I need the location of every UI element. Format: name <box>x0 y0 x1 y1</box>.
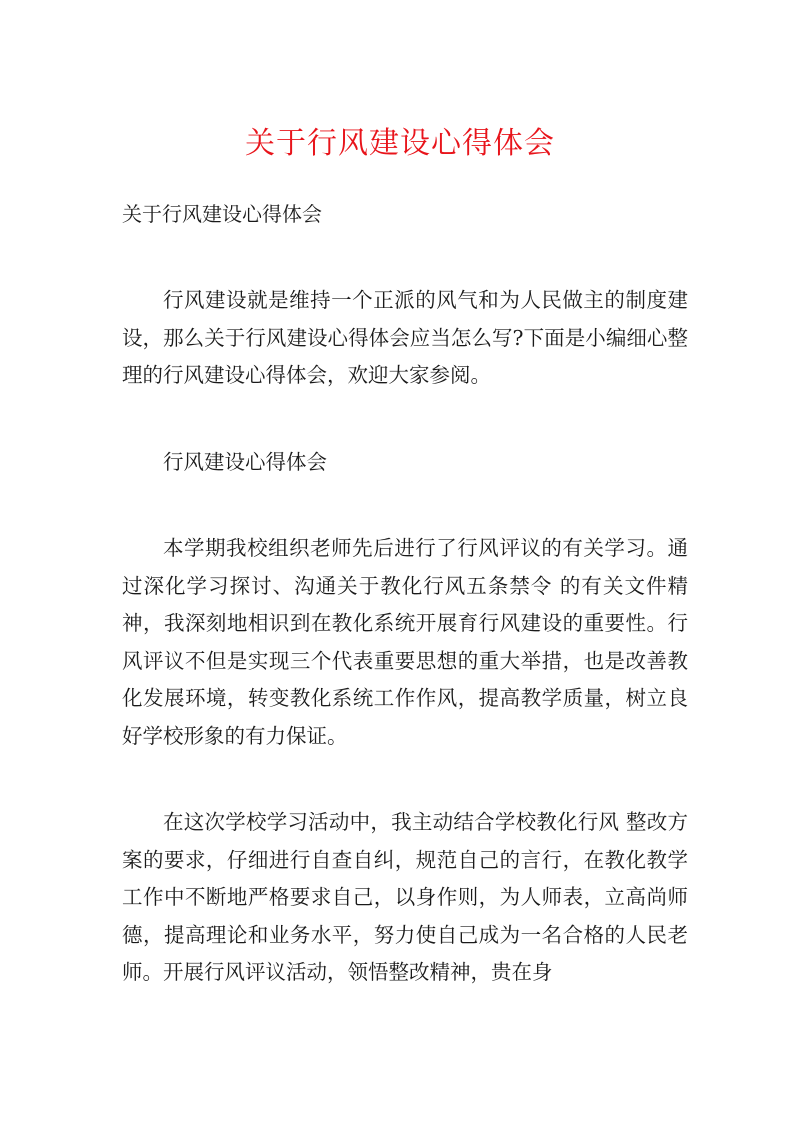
document-body <box>122 282 688 1041</box>
paragraph-study: 本学期我校组织老师先后进行了行风评议的有关学习。通过深化学习探讨、沟通关于教化行风五条禁令 的有关文件精神，我深刻地相识到在教化系统开展育行风建设的重要性。行风评议不但是实现三个代表重要思想的重大举措，也是改善教化发展环境，转变教化系统工作作风，提高教学质量，树立良好学校形象的有力保证。 <box>122 536 688 748</box>
paragraph-activity: 在这次学校学习活动中，我主动结合学校教化行风 整改方案的要求，仔细进行自查自纠，规范自己的言行，在教化教学工作中不断地严格要求自己，以身作则，为人师表，立高尚师德，提高理论和业务水平，努力使自己成为一名合格的人民老师。开展行风评议活动，领悟整改精神，贵在身 <box>122 810 688 984</box>
document-title: 关于行风建设心得体会 <box>245 126 555 161</box>
paragraph-intro: 行风建设就是维持一个正派的风气和为人民做主的制度建设，那么关于行风建设心得体会应当怎么写?下面是小编细心整理的行风建设心得体会，欢迎大家参阅。 <box>122 288 688 387</box>
section-heading: 行风建设心得体会 <box>163 449 327 474</box>
document-subtitle: 关于行风建设心得体会 <box>122 202 322 226</box>
